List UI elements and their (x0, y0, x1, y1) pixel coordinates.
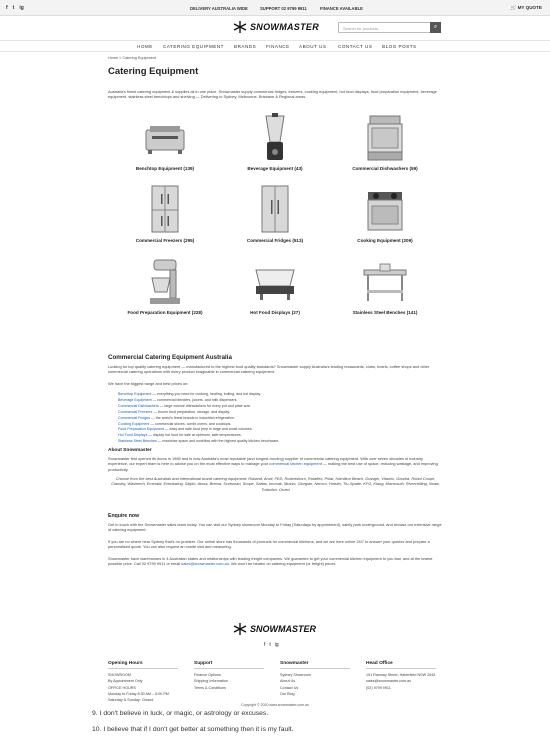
nav-finance[interactable]: FINANCE (266, 44, 290, 49)
category-list (118, 392, 438, 445)
cart-icon: 🛒 (510, 5, 518, 10)
display-icon (250, 256, 300, 308)
copyright: Copyright © 2020 www.snowmaster.com.au (241, 703, 309, 707)
nav-blog-posts[interactable]: BLOG POSTS (382, 44, 417, 49)
intro-text: Australia's finest catering equipment & supplies all in one place. Snowmaster supply commercial fridges, freezers, cooking equipment, hot food displays, food preparation equipment, beverage equipment, stainless steel benchtops and shelving — Delivering to Sydney, Melbourne, Brisbane & Regional areas. (108, 89, 437, 100)
category-hot-food-displays[interactable] (220, 256, 330, 315)
footer-col-head-office (366, 661, 451, 691)
enquire-text: Snowmaster have warehouses in 4 Australian states and relationships with leading freight companies. We guarantee to get your commercial kitchen equipment to you fast, and at the lowest possible price. Call 02 9799 9911 or email (108, 556, 433, 567)
footer-email-link[interactable]: sales@snowmaster.com.au (366, 679, 412, 684)
list-link[interactable]: Stainless Steel Benches (118, 439, 157, 444)
footer-logo[interactable] (230, 622, 322, 636)
category-beverage-equipment[interactable] (220, 112, 330, 171)
breadcrumb[interactable]: Home > Catering Equipment (108, 56, 157, 60)
bottom-overlay-text: 10. I believe that if I don't get better at something then it is my fault. (92, 726, 294, 733)
list-link[interactable]: Commercial Dishwashers (118, 403, 159, 408)
footer-phone-link[interactable]: (02) 9799 9911 (366, 685, 391, 690)
footer-link[interactable]: Contact Us (280, 685, 299, 690)
enquire-paragraph (108, 556, 443, 567)
list-text: — everything you need for cooking, heating, boiling, and hot display. (151, 392, 261, 396)
category-label: Food Preparation Equipment (228) (127, 310, 203, 315)
footer-link[interactable]: Our Blog (280, 691, 295, 696)
main-nav (0, 40, 550, 52)
instagram-icon[interactable]: ig (274, 642, 279, 648)
footer-link[interactable]: Finance Options (194, 673, 221, 678)
my-quote-label: MY QUOTE (517, 5, 542, 10)
footer-col-opening-hours (108, 661, 193, 703)
list-text: — maximise space and workflow with the highest quality kitchen benchware. (156, 439, 280, 444)
category-commercial-freezers[interactable] (110, 184, 220, 243)
list-text: — display hot food for sale at optimum, safe temperatures. (147, 433, 242, 438)
blender-icon (250, 112, 300, 164)
footer-link[interactable]: Shipping Information (194, 679, 228, 684)
list-text: — large volume dishwashers for every pot and plate size. (158, 403, 252, 408)
my-quote-link[interactable] (511, 5, 542, 11)
list-link[interactable]: Commercial Freezers (118, 409, 153, 414)
category-label: Commercial Freezers (295) (135, 238, 195, 243)
footer-line: Saturday & Sunday: Closed (108, 698, 154, 703)
snowflake-logo-icon (230, 622, 250, 636)
top-social (6, 5, 24, 11)
list-link[interactable]: Beverage Equipment (118, 397, 152, 402)
category-label: Commercial Fridges (513) (246, 238, 304, 243)
enquire-paragraph: Get in touch with the Snowmaster sales team today. You can visit our Sydney showroom Monday to Friday (Saturdays by appointment), safely park underground, and browse our extensive range of catering equipment. (108, 522, 442, 533)
category-food-preparation-equipment[interactable] (110, 256, 220, 315)
instagram-icon[interactable]: ig (19, 5, 24, 11)
twitter-icon[interactable]: t (269, 642, 271, 648)
list-text: — easy and safe food prep in large and small volumes. (163, 427, 253, 432)
nav-about-us[interactable]: ABOUT US (299, 44, 327, 49)
footer-line: By Appointment Only (108, 679, 143, 684)
about-title: About Snowmaster (108, 448, 152, 453)
nav-home[interactable]: HOME (137, 44, 153, 49)
category-label: Benchtop Equipment (139) (135, 166, 195, 171)
brand-name: SNOWMASTER (250, 22, 319, 32)
list-link[interactable]: Hot Food Displays (118, 433, 148, 438)
category-label: Hot Food Displays (27) (250, 310, 300, 315)
category-cooking-equipment[interactable] (330, 184, 440, 243)
footer-link[interactable]: Sydney Showroom (280, 673, 311, 678)
footer-link[interactable]: About Us (280, 679, 296, 684)
sales-email-link[interactable]: sales@snowmaster.com.au (181, 561, 229, 567)
list-link[interactable]: Food Preparation Equipment (118, 427, 164, 432)
nav-contact-us[interactable]: CONTACT US (338, 44, 373, 49)
twitter-icon[interactable]: t (12, 5, 15, 11)
snowflake-logo-icon (230, 20, 250, 34)
about-text-end: — making the best use of space, reducing wastage, and improving productivity. (108, 461, 438, 472)
mixer-icon (140, 256, 190, 308)
page-title: Catering Equipment (108, 66, 199, 77)
footer-line: SHOWROOM (108, 673, 131, 678)
finance-text: FINANCE AVAILABLE (320, 6, 363, 11)
enquire-title: Enquire now (108, 513, 140, 519)
footer-heading: Head Office (366, 661, 436, 669)
search-button[interactable] (430, 22, 441, 33)
dishwasher-icon (360, 112, 410, 164)
section-paragraph: Looking for top quality catering equipment — manufactured to the highest food quality standards? Snowmaster supply Australia's leading restaurants, clubs, hotels, coffee shops and other commercial catering operations with every product imaginable in commercial catering equipment. (108, 364, 430, 375)
brand-name: SNOWMASTER (250, 624, 316, 634)
category-label: Beverage Equipment (43) (247, 166, 303, 171)
nav-brands[interactable]: BRANDS (234, 44, 257, 49)
site-logo[interactable] (230, 20, 322, 34)
section-paragraph: We have the biggest range and best prices on: (108, 381, 189, 386)
support-phone[interactable]: SUPPORT 02 9799 9911 (260, 6, 307, 11)
footer-line: OFFICE HOURS (108, 685, 136, 690)
enquire-text-end: . We won't be beaten on catering equipment (or freight) prices. (228, 561, 337, 567)
list-text: — the world's finest brands in industrial refrigeration. (150, 415, 235, 420)
category-stainless-steel-benches[interactable] (330, 256, 440, 315)
footer-heading: Support (194, 661, 264, 669)
fridge-icon (250, 184, 300, 236)
brands-paragraph: Choose from the best Australian and international brand catering equipment: Roband, Anvil, FED, Robertshorn, Rotaflex, Polar, Hamilton Beach, Granger, Vitamix, Goodra, Robot Coupe, Classeq, Washtech, Emerald, Everlasting, Skipio, Atosa, Brema, Scotsman, Scope, Sattas, Inomak, Musso, Giorgian, Nemco, Holstin, Tru-Spade, KFG, Klaug, Macmouth, Riverchilling, Noaw, Turbofan, Orved (111, 476, 440, 492)
toaster-icon (140, 112, 190, 164)
delivery-text: DELIVERY AUSTRALIA WIDE (190, 6, 248, 11)
footer-col-support (194, 661, 279, 691)
list-link[interactable]: Benchtop Equipment (118, 392, 152, 396)
search-input[interactable]: Search for products... (338, 22, 440, 33)
footer-line: 191 Ramsay Street, Haberfield NSW 2045 (366, 673, 436, 678)
list-link[interactable]: Commercial Fridges (118, 415, 151, 420)
section-title-commercial-catering: Commercial Catering Equipment Australia (108, 354, 232, 361)
footer-link[interactable]: Terms & Conditions (194, 685, 226, 690)
list-text: — commercial stoves, combi ovens, and cooktops. (149, 421, 232, 426)
enquire-paragraph: If you are no where near Sydney that's no problem. Our online store has thousands of products for commercial kitchens, and we are here online 24/7 to answer your queries and prepare a personalised quote. You can also request an onsite visit and measuring. (108, 539, 430, 550)
category-label: Cooking Equipment (209) (357, 238, 413, 243)
search-icon: ⌕ (433, 24, 438, 30)
range-icon (360, 184, 410, 236)
facebook-icon[interactable]: f (6, 5, 8, 11)
footer-heading: Opening Hours (108, 661, 178, 669)
footer-line: Monday to Friday 8:30 AM – 5:00 PM (108, 691, 169, 696)
top-bar (0, 0, 550, 16)
category-commercial-fridges[interactable] (220, 184, 330, 243)
category-label: Stainless Steel Benches (141) (352, 310, 418, 315)
category-benchtop-equipment[interactable] (110, 112, 220, 171)
about-paragraph (108, 456, 443, 472)
list-link[interactable]: Cooking Equipment (118, 421, 150, 426)
footer-col-snowmaster (280, 661, 365, 697)
list-text: — frozen food preparation, storage, and display. (152, 409, 231, 414)
footer-heading: Snowmaster (280, 661, 350, 669)
bench-icon (360, 256, 410, 308)
footer-social (264, 642, 279, 648)
about-text: Snowmaster first opened its doors in 1985 and is now Australia's most reputable (and longest-running) supplier of commercial catering equipment. With over seven decades of industry experience, our expert team is here to advise you on the most effective ways to manage your (108, 456, 423, 467)
facebook-icon[interactable]: f (264, 642, 266, 648)
kitchen-equipment-link[interactable]: commercial kitchen equipment (269, 461, 322, 467)
nav-catering-equipment[interactable]: CATERING EQUIPMENT (163, 44, 224, 49)
list-text: — commercial blenders, juicers, and milk dispensers. (151, 397, 238, 402)
category-commercial-dishwashers[interactable] (330, 112, 440, 171)
category-label: Commercial Dishwashers (59) (352, 166, 418, 171)
freezer-icon (140, 184, 190, 236)
list-item (118, 439, 438, 445)
bottom-overlay-text: 9. I don't believe in luck, or magic, or astrology or excuses. (92, 710, 269, 717)
